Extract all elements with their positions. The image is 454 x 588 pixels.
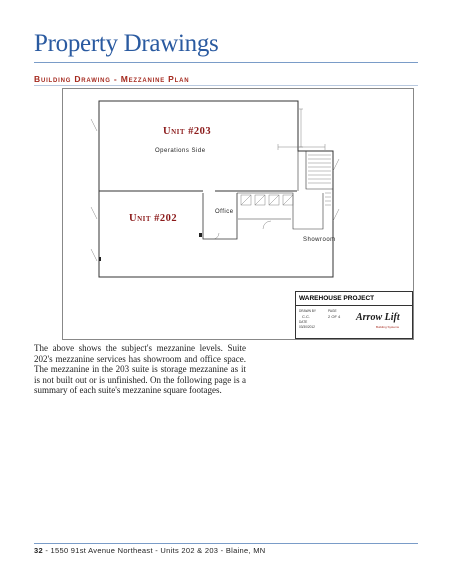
title-rule xyxy=(34,62,418,63)
footer xyxy=(34,546,266,555)
unit-203-label: Unit #203 xyxy=(163,126,212,137)
footer-rule xyxy=(34,543,418,544)
date-value: 03/30/2012 xyxy=(299,325,315,329)
unit-202-label: Unit #202 xyxy=(129,213,178,224)
page-title: Property Drawings xyxy=(34,30,219,57)
title-block xyxy=(295,291,413,339)
drawn-by-label: DRAWN BY xyxy=(299,309,317,313)
mezzanine-plan-drawing xyxy=(62,88,414,340)
arrow-lift-logo-sub: Building Systems xyxy=(376,325,400,329)
title-block-divider xyxy=(296,305,412,306)
arrow-lift-logo: Arrow Lift xyxy=(356,312,400,323)
date-label: DATE xyxy=(299,320,308,324)
project-name: WAREHOUSE PROJECT xyxy=(299,295,375,302)
footer-address: - 1550 91st Avenue Northeast - Units 202 & 203 - Blaine, MN xyxy=(45,546,266,555)
drawn-by-value: C.C. xyxy=(302,314,310,319)
description-paragraph: The above shows the subject's mezzanine levels. Suite 202's mezzanine services has showroom and office space. The mezzanine in the 203 suite is storage mezzanine as it is not built out or is unfinished. On the following page is a summary of each suite's mezzanine square footages. xyxy=(34,343,246,396)
showroom-label: Showroom xyxy=(303,237,336,243)
operations-side-label: Operations Side xyxy=(155,148,206,154)
page-value: 2 OF 4 xyxy=(328,314,341,319)
section-title: Building Drawing - Mezzanine Plan xyxy=(34,74,190,84)
footer-page-number: 32 xyxy=(34,546,43,555)
page-label: PAGE xyxy=(328,309,337,313)
office-label: Office xyxy=(215,209,234,215)
section-rule xyxy=(34,85,418,86)
